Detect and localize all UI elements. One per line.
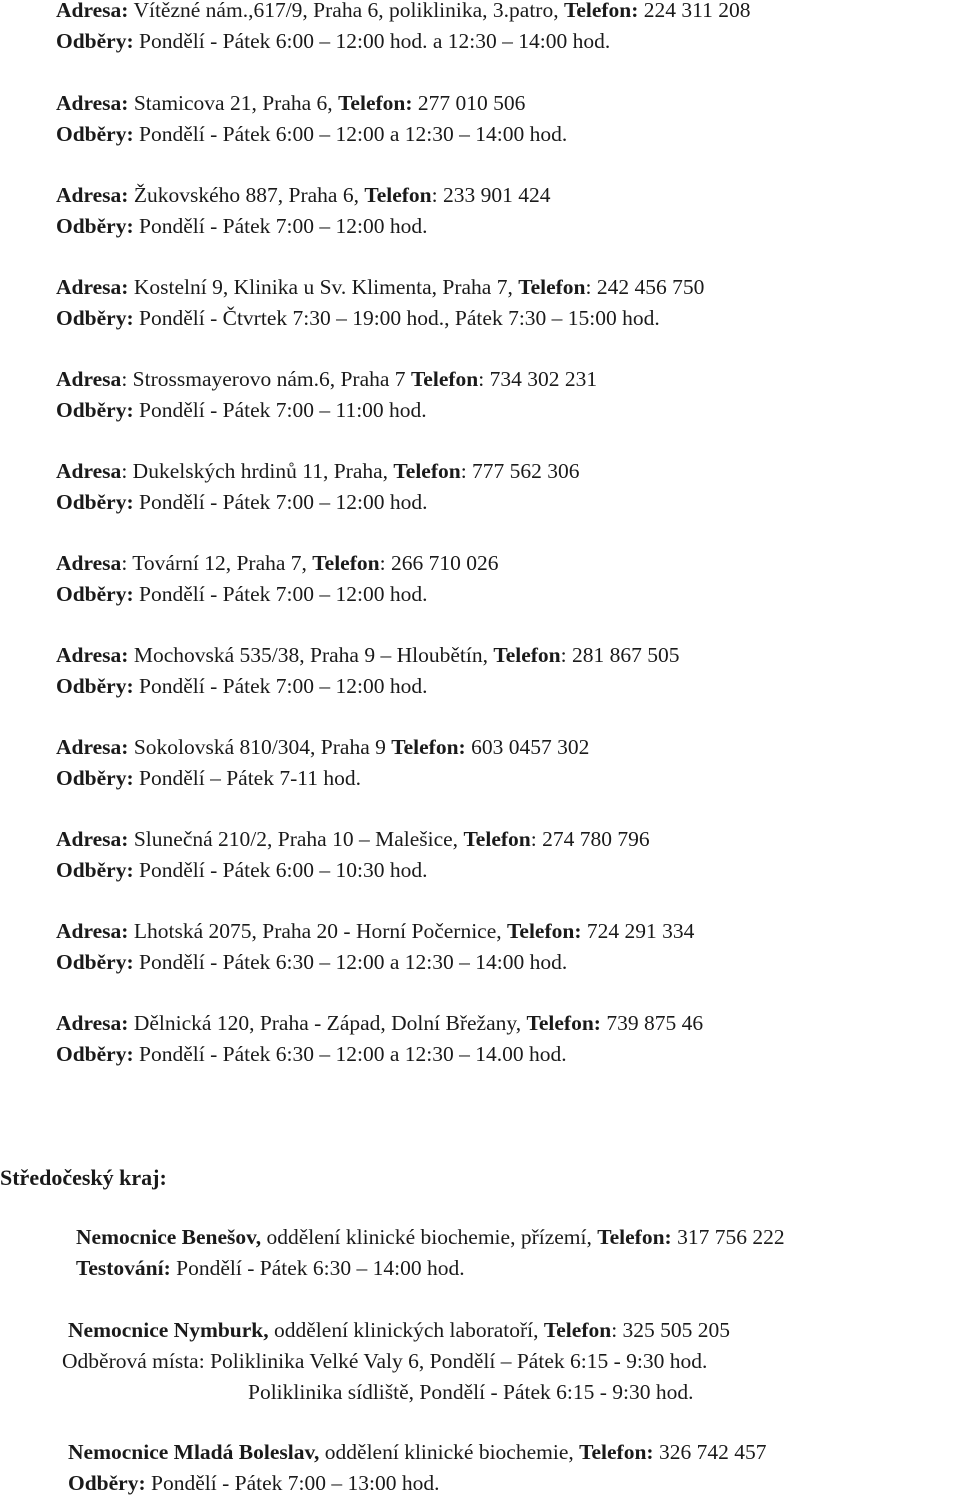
address-label: Adresa: [56, 91, 129, 115]
phone-number: 277 010 506 [412, 91, 526, 115]
address-label: Adresa: [56, 275, 129, 299]
address-line [56, 640, 680, 671]
entry-4 [56, 364, 597, 426]
hours-label: Odběry: [56, 950, 134, 974]
phone-number: : 242 456 750 [585, 275, 705, 299]
address-line [56, 1008, 703, 1039]
nymburk-sites-line [62, 1346, 707, 1377]
hospital-nymburk [68, 1315, 730, 1346]
entry-8 [56, 732, 589, 794]
hours-line [56, 579, 498, 610]
address-label: Adresa: [56, 1011, 129, 1035]
hours-text: Pondělí - Pátek 6:00 – 12:00 a 12:30 – 14:00 hod. [133, 122, 568, 146]
phone-number: : 777 562 306 [460, 459, 580, 483]
address-label: Adresa: [56, 735, 129, 759]
hospital-name: Nemocnice Mladá Boleslav, [68, 1440, 320, 1464]
phone-number: : 281 867 505 [560, 643, 680, 667]
hours-label: Odběry: [56, 306, 134, 330]
phone-number: 724 291 334 [581, 919, 695, 943]
address-line [56, 180, 551, 211]
hours-line [56, 947, 694, 978]
address-text: : Strossmayerovo nám.6, Praha 7 [121, 367, 411, 391]
hours-label: Odběry: [56, 214, 134, 238]
phone-label: Telefon [410, 367, 479, 391]
phone-number: : 325 505 205 [611, 1318, 731, 1342]
phone-label: Telefon [518, 275, 586, 299]
phone-number: : 274 780 796 [530, 827, 650, 851]
hours-text: Pondělí - Pátek 7:00 – 12:00 hod. [133, 490, 428, 514]
hours-line [56, 671, 680, 702]
phone-label: Telefon [493, 643, 561, 667]
hours-label: Odběry: [68, 1471, 146, 1495]
hours-line [56, 855, 650, 886]
phone-label: Telefon: [338, 91, 413, 115]
hospital-name: Nemocnice Benešov, [76, 1225, 262, 1249]
phone-number: : 734 302 231 [478, 367, 598, 391]
hours-line [56, 211, 551, 242]
entry-2 [56, 180, 551, 242]
phone-label: Telefon [393, 459, 461, 483]
phone-label: Telefon [312, 551, 380, 575]
address-text: Mochovská 535/38, Praha 9 – Hloubětín, [128, 643, 494, 667]
phone-number: : 233 901 424 [431, 183, 551, 207]
phone-label: Telefon [543, 1318, 612, 1342]
hours-text: Pondělí - Pátek 7:00 – 12:00 hod. [133, 582, 428, 606]
hours-text: Pondělí - Čtvrtek 7:30 – 19:00 hod., Pátek 7:30 – 15:00 hod. [133, 306, 660, 330]
address-text: : Dukelských hrdinů 11, Praha, [121, 459, 394, 483]
testing-line [76, 1253, 785, 1284]
testing-text: Pondělí - Pátek 6:30 – 14:00 hod. [170, 1256, 465, 1280]
sites-text: Odběrová místa: Poliklinika Velké Valy 6, Pondělí – Pátek 6:15 - 9:30 hod. [62, 1349, 708, 1373]
hours-label: Odběry: [56, 29, 134, 53]
phone-number: 224 311 208 [638, 0, 751, 22]
address-label: Adresa [56, 367, 122, 391]
entry-9 [56, 824, 650, 886]
phone-label: Telefon: [526, 1011, 601, 1035]
address-text: Lhotská 2075, Praha 20 - Horní Počernice, [128, 919, 508, 943]
address-text: : Tovární 12, Praha 7, [121, 551, 313, 575]
phone-label: Telefon [463, 827, 531, 851]
hours-text: Pondělí - Pátek 7:00 – 11:00 hod. [133, 398, 427, 422]
address-text: Žukovského 887, Praha 6, [128, 183, 365, 207]
hours-label: Odběry: [56, 122, 134, 146]
entry-10 [56, 916, 694, 978]
hours-text: Pondělí - Pátek 6:30 – 12:00 a 12:30 – 14.00 hod. [133, 1042, 567, 1066]
address-label: Adresa: [56, 183, 129, 207]
hours-text: Pondělí - Pátek 6:00 – 12:00 hod. a 12:30 – 14:00 hod. [133, 29, 611, 53]
region-title: Středočeský kraj: [0, 1165, 167, 1190]
address-text: Kostelní 9, Klinika u Sv. Klimenta, Praha 7, [128, 275, 519, 299]
hours-line [56, 763, 589, 794]
hospital-name: Nemocnice Nymburk, [68, 1318, 269, 1342]
address-line [56, 272, 704, 303]
address-text: Stamicova 21, Praha 6, [128, 91, 339, 115]
hours-label: Odběry: [56, 1042, 134, 1066]
address-label: Adresa: [56, 643, 129, 667]
phone-label: Telefon: [391, 735, 466, 759]
phone-label: Telefon: [579, 1440, 654, 1464]
testing-label: Testování: [76, 1256, 171, 1280]
address-line [56, 548, 498, 579]
phone-number: 603 0457 302 [465, 735, 590, 759]
nymburk-sites-line-2 [248, 1377, 694, 1408]
address-line [56, 916, 694, 947]
hours-text: Pondělí - Pátek 7:00 – 13:00 hod. [145, 1471, 440, 1495]
hours-line [56, 395, 597, 426]
hours-line [56, 303, 704, 334]
hours-label: Odběry: [56, 490, 134, 514]
hours-text: Pondělí - Pátek 6:00 – 10:30 hod. [133, 858, 428, 882]
hospital-dept: oddělení klinických laboratoří, [268, 1318, 544, 1342]
hospital-line [76, 1222, 785, 1253]
address-line [56, 456, 580, 487]
address-line [56, 824, 650, 855]
phone-number: 317 756 222 [671, 1225, 785, 1249]
hours-line [56, 119, 567, 150]
hospital-dept: oddělení klinické biochemie, [319, 1440, 580, 1464]
entry-1 [56, 88, 567, 150]
hours-label: Odběry: [56, 858, 134, 882]
address-label: Adresa [56, 551, 122, 575]
entry-0 [56, 0, 751, 57]
hours-label: Odběry: [56, 582, 134, 606]
address-line [56, 364, 597, 395]
phone-number: 739 875 46 [600, 1011, 704, 1035]
phone-label: Telefon: [507, 919, 582, 943]
hospital-mlada-boleslav [68, 1437, 766, 1499]
sites-text-2: Poliklinika sídliště, Pondělí - Pátek 6:15 - 9:30 hod. [248, 1380, 694, 1404]
hospital-dept: oddělení klinické biochemie, přízemí, [261, 1225, 598, 1249]
hours-label: Odběry: [56, 674, 134, 698]
phone-label: Telefon: [563, 0, 639, 22]
address-text: Dělnická 120, Praha - Západ, Dolní Břežany, [128, 1011, 527, 1035]
address-label: Adresa: [56, 827, 129, 851]
entry-6 [56, 548, 498, 610]
phone-label: Telefon: [597, 1225, 672, 1249]
hours-label: Odběry: [56, 398, 134, 422]
address-text: Sokolovská 810/304, Praha 9 [128, 735, 392, 759]
address-label: Adresa [56, 459, 122, 483]
hours-text: Pondělí - Pátek 7:00 – 12:00 hod. [133, 214, 428, 238]
address-text: Slunečná 210/2, Praha 10 – Malešice, [128, 827, 464, 851]
entry-7 [56, 640, 680, 702]
hours-text: Pondělí - Pátek 7:00 – 12:00 hod. [133, 674, 428, 698]
hours-text: Pondělí - Pátek 6:30 – 12:00 a 12:30 – 14:00 hod. [133, 950, 568, 974]
phone-number: : 266 710 026 [379, 551, 499, 575]
address-label: Adresa: [56, 0, 129, 22]
address-text: Vítězné nám.,617/9, Praha 6, poliklinika, 3.patro, [128, 0, 564, 22]
hospital-line [68, 1437, 766, 1468]
address-line [56, 88, 567, 119]
address-label: Adresa: [56, 919, 129, 943]
entry-5 [56, 456, 580, 518]
address-line [56, 732, 589, 763]
hours-line [56, 1039, 703, 1070]
phone-number: 326 742 457 [653, 1440, 767, 1464]
hospital-benesov [76, 1222, 785, 1284]
hospital-line [68, 1315, 730, 1346]
hours-text: Pondělí – Pátek 7-11 hod. [133, 766, 361, 790]
hours-line [68, 1468, 766, 1499]
hours-label: Odběry: [56, 766, 134, 790]
entry-3 [56, 272, 704, 334]
entry-11 [56, 1008, 703, 1070]
hours-line [56, 487, 580, 518]
address-line [56, 0, 751, 26]
hours-line [56, 26, 751, 57]
phone-label: Telefon [364, 183, 432, 207]
